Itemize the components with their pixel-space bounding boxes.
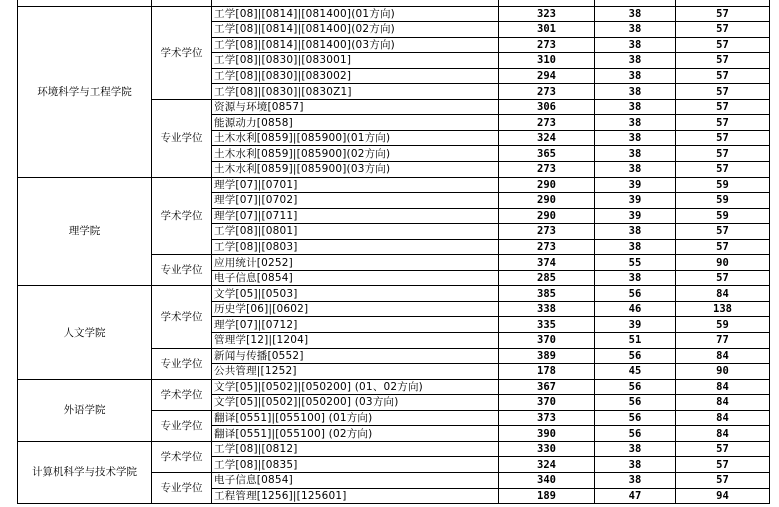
single-subject-cell: 38 [595,146,676,162]
degree-type-cell: 学术学位 [152,286,212,348]
single-subject-cell: 38 [595,457,676,473]
total-score-cell: 340 [499,472,595,488]
total-score-cell: 273 [499,224,595,240]
total-score-cell: 294 [499,68,595,84]
major-cell: 工学[08]|[0812] [212,441,499,457]
total-score-cell: 290 [499,208,595,224]
major-cell: 工程管理[1256]|[125601] [212,488,499,504]
multi-subject-cell: 84 [676,395,770,411]
college-cell: 环境科学与工程学院 [18,6,152,177]
total-score-cell: 290 [499,193,595,209]
major-cell: 工学[08]|[0801] [212,224,499,240]
single-subject-cell: 38 [595,22,676,38]
multi-subject-cell: 84 [676,286,770,302]
total-score-cell: 390 [499,426,595,442]
total-score-cell: 338 [499,301,595,317]
multi-subject-cell: 57 [676,115,770,131]
total-score-cell: 301 [499,22,595,38]
major-cell: 工学[08]|[0830]|[083001] [212,53,499,69]
total-score-cell: 178 [499,364,595,380]
major-cell: 新闻与传播[0552] [212,348,499,364]
multi-subject-cell: 57 [676,6,770,22]
single-subject-cell: 56 [595,426,676,442]
table-row [18,379,770,395]
major-cell: 电子信息[0854] [212,270,499,286]
multi-subject-cell: 138 [676,301,770,317]
single-subject-cell: 56 [595,286,676,302]
single-subject-cell: 38 [595,270,676,286]
multi-subject-cell: 84 [676,348,770,364]
single-subject-cell: 55 [595,255,676,271]
single-subject-cell: 38 [595,441,676,457]
major-cell: 历史学[06]|[0602] [212,301,499,317]
multi-subject-cell: 59 [676,317,770,333]
major-cell: 电子信息[0854] [212,472,499,488]
major-cell: 工学[08]|[0835] [212,457,499,473]
multi-subject-cell: 57 [676,37,770,53]
single-subject-cell: 38 [595,130,676,146]
major-cell: 翻译[0551]|[055100] (01方向) [212,410,499,426]
degree-type-cell: 学术学位 [152,379,212,410]
single-subject-cell: 39 [595,317,676,333]
multi-subject-cell: 57 [676,53,770,69]
single-subject-cell: 45 [595,364,676,380]
total-score-cell: 330 [499,441,595,457]
major-cell: 文学[05]|[0502]|[050200] (01、02方向) [212,379,499,395]
major-cell: 理学[07]|[0702] [212,193,499,209]
college-cell: 人文学院 [18,286,152,379]
total-score-cell: 273 [499,115,595,131]
total-score-cell: 335 [499,317,595,333]
single-subject-cell: 46 [595,301,676,317]
multi-subject-cell: 57 [676,130,770,146]
multi-subject-cell: 84 [676,426,770,442]
total-score-cell: 324 [499,130,595,146]
multi-subject-cell: 84 [676,379,770,395]
table-row [18,177,770,193]
single-subject-cell: 38 [595,99,676,115]
major-cell: 土木水利[0859]|[085900](01方向) [212,130,499,146]
total-score-cell: 273 [499,84,595,100]
total-score-cell: 373 [499,410,595,426]
major-cell: 工学[08]|[0814]|[081400](02方向) [212,22,499,38]
major-cell: 应用统计[0252] [212,255,499,271]
degree-type-cell: 学术学位 [152,441,212,472]
single-subject-cell: 56 [595,379,676,395]
degree-type-cell: 学术学位 [152,177,212,255]
major-cell: 土木水利[0859]|[085900](02方向) [212,146,499,162]
single-subject-cell: 38 [595,53,676,69]
multi-subject-cell: 57 [676,224,770,240]
single-subject-cell: 39 [595,193,676,209]
multi-subject-cell: 57 [676,472,770,488]
degree-type-cell: 专业学位 [152,99,212,177]
total-score-cell: 290 [499,177,595,193]
total-score-cell: 365 [499,146,595,162]
multi-subject-cell: 57 [676,162,770,178]
degree-type-cell: 学术学位 [152,6,212,99]
degree-type-cell: 专业学位 [152,472,212,503]
college-cell: 外语学院 [18,379,152,441]
multi-subject-cell: 57 [676,146,770,162]
single-subject-cell: 38 [595,239,676,255]
major-cell: 能源动力[0858] [212,115,499,131]
multi-subject-cell: 94 [676,488,770,504]
table-row [18,286,770,302]
total-score-cell: 310 [499,53,595,69]
multi-subject-cell: 90 [676,364,770,380]
single-subject-cell: 39 [595,177,676,193]
multi-subject-cell: 57 [676,239,770,255]
single-subject-cell: 38 [595,115,676,131]
major-cell: 翻译[0551]|[055100] (02方向) [212,426,499,442]
single-subject-cell: 38 [595,224,676,240]
major-cell: 工学[08]|[0830]|[0830Z1] [212,84,499,100]
total-score-cell: 385 [499,286,595,302]
degree-type-cell: 专业学位 [152,410,212,441]
single-subject-cell: 38 [595,68,676,84]
single-subject-cell: 38 [595,84,676,100]
table-row [18,441,770,457]
total-score-cell: 367 [499,379,595,395]
degree-type-cell: 专业学位 [152,348,212,379]
total-score-cell: 306 [499,99,595,115]
single-subject-cell: 56 [595,395,676,411]
major-cell: 文学[05]|[0503] [212,286,499,302]
total-score-cell: 389 [499,348,595,364]
single-subject-cell: 51 [595,333,676,349]
multi-subject-cell: 84 [676,410,770,426]
total-score-cell: 189 [499,488,595,504]
major-cell: 管理学[12]|[1204] [212,333,499,349]
major-cell: 文学[05]|[0502]|[050200] (03方向) [212,395,499,411]
major-cell: 理学[07]|[0712] [212,317,499,333]
multi-subject-cell: 57 [676,441,770,457]
single-subject-cell: 56 [595,348,676,364]
major-cell: 工学[08]|[0814]|[081400](01方向) [212,6,499,22]
total-score-cell: 374 [499,255,595,271]
multi-subject-cell: 57 [676,270,770,286]
major-cell: 工学[08]|[0830]|[083002] [212,68,499,84]
major-cell: 理学[07]|[0711] [212,208,499,224]
single-subject-cell: 47 [595,488,676,504]
total-score-cell: 273 [499,162,595,178]
multi-subject-cell: 57 [676,68,770,84]
total-score-cell: 370 [499,333,595,349]
total-score-cell: 273 [499,37,595,53]
total-score-cell: 273 [499,239,595,255]
multi-subject-cell: 59 [676,208,770,224]
multi-subject-cell: 57 [676,22,770,38]
multi-subject-cell: 59 [676,177,770,193]
college-cell: 理学院 [18,177,152,286]
major-cell: 资源与环境[0857] [212,99,499,115]
single-subject-cell: 38 [595,37,676,53]
multi-subject-cell: 59 [676,193,770,209]
major-cell: 工学[08]|[0803] [212,239,499,255]
multi-subject-cell: 57 [676,99,770,115]
major-cell: 土木水利[0859]|[085900](03方向) [212,162,499,178]
major-cell: 工学[08]|[0814]|[081400](03方向) [212,37,499,53]
degree-type-cell: 专业学位 [152,255,212,286]
total-score-cell: 323 [499,6,595,22]
college-cell: 计算机科学与技术学院 [18,441,152,503]
single-subject-cell: 38 [595,6,676,22]
multi-subject-cell: 77 [676,333,770,349]
table-row [18,6,770,22]
single-subject-cell: 38 [595,472,676,488]
major-cell: 理学[07]|[0701] [212,177,499,193]
score-table [17,0,770,504]
single-subject-cell: 56 [595,410,676,426]
total-score-cell: 324 [499,457,595,473]
major-cell: 公共管理|[1252] [212,364,499,380]
single-subject-cell: 38 [595,162,676,178]
total-score-cell: 370 [499,395,595,411]
multi-subject-cell: 57 [676,457,770,473]
multi-subject-cell: 90 [676,255,770,271]
single-subject-cell: 39 [595,208,676,224]
total-score-cell: 285 [499,270,595,286]
multi-subject-cell: 57 [676,84,770,100]
